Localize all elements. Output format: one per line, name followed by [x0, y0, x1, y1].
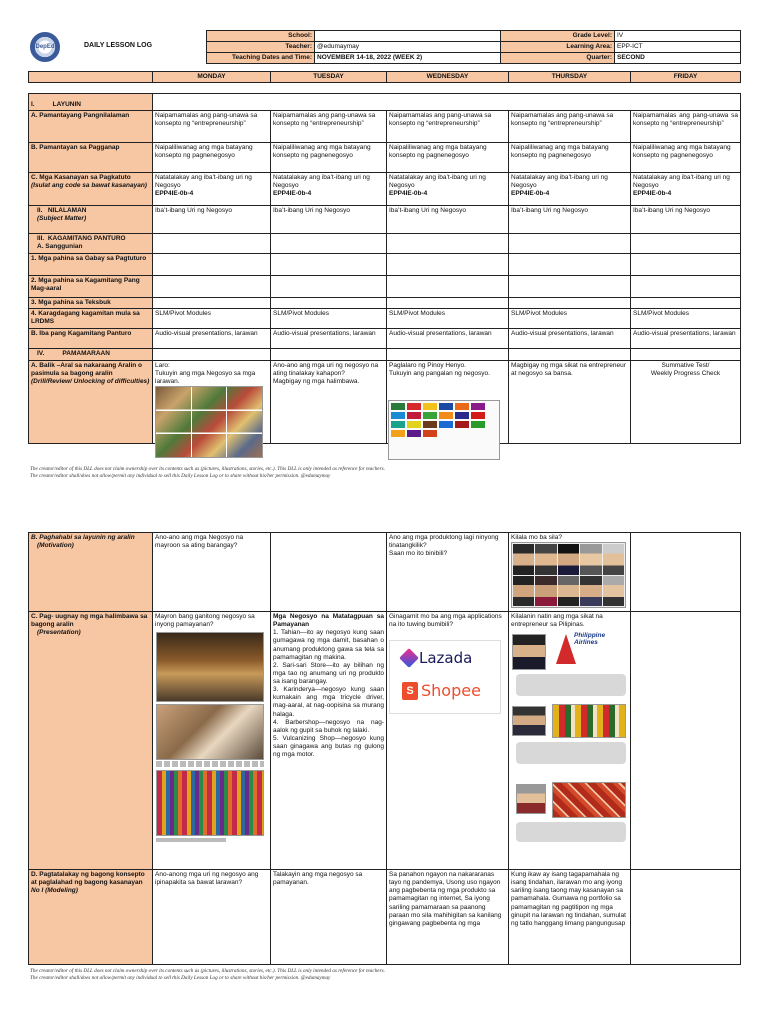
modeling-label: D. Pagtatalakay ng bagong konsepto at paglalahad ng bagong kasanayan No I (Modeling) [29, 870, 153, 965]
school-label: School: [207, 31, 315, 42]
nilalaman-fri: Iba’t-ibang Uri ng Negosyo [631, 206, 741, 234]
nilalaman-mon: Iba’t-ibang Uri ng Negosyo [153, 206, 271, 234]
presentation-thu: Kilalanin natin ang mga sikat na entrepreneur sa Pilipinas. [509, 612, 631, 870]
tahian-fabrics-photo [156, 770, 264, 836]
shopee-logo: S Shopee [402, 681, 481, 700]
day-monday: MONDAY [153, 72, 271, 83]
row-a-fri: Naipamamalas ang pang-unawa sa konsepto ng “entrepreneurship” [631, 111, 741, 143]
pal-tail-icon [556, 634, 576, 664]
presentation-fri [631, 612, 741, 870]
lrdms-tue: SLM/Pivot Modules [271, 309, 387, 329]
balik-wed: Paglalaro ng Pinoy Henyo. Tukuyin ang pangalan ng negosyo. [387, 361, 509, 444]
motivation-tue [271, 533, 387, 612]
presentation-tue: Mga Negosyo na Matatagpuan sa Pamayanan 1. Tahian—ito ay negosyo kung saan gumagawa ng mga damit, basahan o anumang produktong gawa sa tela sa pamamagitan ng makina. 2. Sari-sari Store—ito ay bilihan ng mga tao ng anumang uri ng produkto sa isang barangay. 3. Karinderya—negosyo kung saan kumakain ang mga tricycle driver, mag-aaral, at nag-oopisina sa murang halaga. 4. Barbershop—negosyo na nag-aalok ng gupit sa buhok ng lalaki. 5. Vulcanizing Shop—negosyo kung saan ginagawa ang butas ng gulong ng mga motor. [271, 612, 387, 870]
dates-value: NOVEMBER 14-18, 2022 (WEEK 2) [315, 53, 501, 64]
row-c-label: C. Mga Kasanayan sa Pagkatuto (Isulat ang code sa bawat kasanayan) [29, 173, 153, 206]
brand-logos-image [388, 400, 500, 460]
balik-thu: Magbigay ng mga sikat na entrepreneur at negosyo sa bansa. [509, 361, 631, 444]
balik-mon: Laro: Tukuyin ang mga Negosyo sa mga larawan. [153, 361, 271, 444]
ramon-ang-photo [512, 706, 546, 736]
school-value [315, 31, 501, 42]
gabay-label: 1. Mga pahina sa Gabay sa Pagtuturo [29, 254, 153, 276]
nilalaman-label: II. NILALAMAN (Subject Matter) [29, 206, 153, 234]
iba-fri: Audio-visual presentations, larawan [631, 329, 741, 349]
photo-caption [156, 761, 264, 767]
header-table [206, 30, 741, 64]
grade-value: IV [615, 31, 741, 42]
pal-logo [556, 632, 626, 670]
motivation-thu: Kilala mo ba sila? [509, 533, 631, 612]
row-a-label: A. Pamantayang Pangnilalaman [29, 111, 153, 143]
nilalaman-tue: Iba’t-ibang Uri ng Negosyo [271, 206, 387, 234]
modeling-thu: Kung ikaw ay isang tagapamahala ng isang tindahan, ilarawan mo ang iyong sariling isang taong may kasanayan sa pamamahala. Gumawa ng portfolio sa pamamagitan ng pagtitipon ng mga ginupit na larawan ng tindahan, sumulat ng tatlo hanggang limang pangungusap [509, 870, 631, 965]
motivation-label: B. Paghahabi sa layunin ng aralin (Motivation) [29, 533, 153, 612]
quarter-label: Quarter: [501, 53, 615, 64]
area-label: Learning Area: [501, 42, 615, 53]
presentation-wed: Ginagamit mo ba ang mga applications na ito tuwing bumibili? [387, 612, 509, 870]
kagamitan-label: III. KAGAMITANG PANTURO A. Sanggunian [29, 234, 153, 254]
lrdms-label: 4. Karagdagang kagamitan mula sa LRDMS [29, 309, 153, 329]
layunin-heading: I. LAYUNIN [29, 94, 153, 111]
nilalaman-thu: Iba’t-ibang Uri ng Negosyo [509, 206, 631, 234]
pampangas-best-caption [516, 822, 626, 842]
day-friday: FRIDAY [631, 72, 741, 83]
socorro-ramos-photo [516, 784, 546, 814]
area-value: EPP-ICT [615, 42, 741, 53]
row-a-tue: Naipamamalas ang pang-unawa sa konsepto ng “entrepreneurship” [271, 111, 387, 143]
row-c-wed: Natatalakay ang iba’t-ibang uri ng Negosyo EPP4IE-0b-4 [387, 173, 509, 206]
day-wednesday: WEDNESDAY [387, 72, 509, 83]
teacher-label: Teacher: [207, 42, 315, 53]
row-a-wed: Naipamamalas ang pang-unawa sa konsepto ng “entrepreneurship” [387, 111, 509, 143]
lazada-logo: Lazada [402, 649, 472, 667]
entrepreneurs-portraits-image [511, 542, 626, 608]
days-header [28, 71, 741, 83]
iba-thu: Audio-visual presentations, larawan [509, 329, 631, 349]
modeling-fri [631, 870, 741, 965]
lazada-heart-icon [399, 648, 419, 668]
iba-wed: Audio-visual presentations, larawan [387, 329, 509, 349]
shopee-bag-icon: S [402, 682, 418, 700]
business-collage-image [155, 386, 263, 458]
iba-mon: Audio-visual presentations, larawan [153, 329, 271, 349]
row-c-mon: Natatalakay ang iba’t-ibang uri ng Negosyo EPP4IE-0b-4 [153, 173, 271, 206]
lrdms-thu: SLM/Pivot Modules [509, 309, 631, 329]
lucio-tan-caption [516, 674, 626, 696]
row-b-fri: Naipaliliwanag ang mga batayang konsepto ng pagnenegosyo [631, 143, 741, 173]
day-thursday: THURSDAY [509, 72, 631, 83]
deped-seal-logo: DepEd [30, 32, 60, 62]
motivation-fri [631, 533, 741, 612]
row-b-mon: Naipaliliwanag ang mga batayang konsepto ng pagnenegosyo [153, 143, 271, 173]
doc-title: DAILY LESSON LOG [84, 42, 153, 49]
row-c-fri: Natatalakay ang iba’t-ibang uri ng Negosyo EPP4IE-0b-4 [631, 173, 741, 206]
kagamitang-pang-mag-aaral-label: 2. Mga pahina sa Kagamitang Pang Mag-aaral [29, 276, 153, 298]
lrdms-mon: SLM/Pivot Modules [153, 309, 271, 329]
balik-aral-label: A. Balik –Aral sa nakaraang Aralin o pasimula sa bagong aralin (Drill/Review/ Unlocking of difficulties) [29, 361, 153, 444]
iba-pang-kagamitan-label: B. Iba pang Kagamitang Panturo [29, 329, 153, 349]
pamamaraan-heading: IV. PAMAMARAAN [29, 349, 153, 361]
carinderia-photo [156, 632, 264, 702]
nilalaman-wed: Iba’t-ibang Uri ng Negosyo [387, 206, 509, 234]
modeling-mon: Ano-anong mga uri ng negosyo ang ipinapakita sa bawat larawan? [153, 870, 271, 965]
ramon-ang-caption [516, 742, 626, 764]
balik-fri: Summative Test/ Weekly Progress Check [631, 361, 741, 444]
row-b-label: B. Pamantayan sa Pagganap [29, 143, 153, 173]
balik-tue: Ano-ano ang mga uri ng negosyo na ating tinalakay kahapon? Magbigay ng mga halimbawa. [271, 361, 387, 444]
motivation-wed: Ano ang mga produktong lagi ninyong tinatangkilik? Saan mo ito binibili? [387, 533, 509, 612]
days-header-blank [29, 72, 153, 83]
motivation-mon: Ano-ano ang mga Negosyo na mayroon sa ating barangay? [153, 533, 271, 612]
pampangas-best-products-photo [552, 782, 626, 818]
lrdms-fri: SLM/Pivot Modules [631, 309, 741, 329]
lrdms-wed: SLM/Pivot Modules [387, 309, 509, 329]
san-miguel-products-photo [552, 704, 626, 738]
row-b-tue: Naipaliliwanag ang mga batayang konsepto ng pagnenegosyo [271, 143, 387, 173]
barbershop-photo [156, 704, 264, 760]
presentation-mon: Mayron bang ganitong negosyo sa inyong pamayanan? [153, 612, 271, 870]
page1-table [28, 93, 741, 444]
day-tuesday: TUESDAY [271, 72, 387, 83]
photo-source-caption [156, 838, 226, 842]
row-c-thu: Natatalakay ang iba’t-ibang uri ng Negosyo EPP4IE-0b-4 [509, 173, 631, 206]
disclaimer-footer-2: The creator/editor of this DLL does not claim ownership over its contents such as (pictures, illustrations, stories, etc.). This DLL is only intended as reference for teachers. The creator/editor shall/does not allow/permit any individual to sell this Daily Lesson Log or to share without his/her permission. @edumaymay [30, 968, 385, 981]
modeling-wed: Sa panahon ngayon na nakararanas tayo ng pandemya, Usong uso ngayon ang pagbebenta ng mga produkto sa pamamagitan ng internet, Sa iyong sariling pamamaraan sa paanong paraan mo sila mahihigitan sa kanilang gingawang pagbebenta ng mga [387, 870, 509, 965]
teacher-value: @edumaymay [315, 42, 501, 53]
row-b-thu: Naipaliliwanag ang mga batayang konsepto ng pagnenegosyo [509, 143, 631, 173]
quarter-value: SECOND [615, 53, 741, 64]
layunin-blank [153, 94, 741, 111]
lucio-tan-photo [512, 634, 546, 670]
pal-label: Philippine Airlines [574, 632, 606, 647]
row-a-mon: Naipamamalas ang pang-unawa sa konsepto ng “entrepreneurship” [153, 111, 271, 143]
dates-label: Teaching Dates and Time: [207, 53, 315, 64]
grade-label: Grade Level: [501, 31, 615, 42]
modeling-tue: Talakayin ang mga negosyo sa pamayanan. [271, 870, 387, 965]
iba-tue: Audio-visual presentations, larawan [271, 329, 387, 349]
row-b-wed: Naipaliliwanag ang mga batayang konsepto ng pagnenegosyo [387, 143, 509, 173]
presentation-label: C. Pag- uugnay ng mga halimbawa sa bagong aralin (Presentation) [29, 612, 153, 870]
disclaimer-footer-1: The creator/editor of this DLL does not claim ownership over its contents such as (pictures, illustrations, stories, etc.). This DLL is only intended as reference for teachers. The creator/editor shall/does not allow/permit any individual to sell this Daily Lesson Log or to share without his/her permission. @edumaymay [30, 466, 385, 479]
row-a-thu: Naipamamalas ang pang-unawa sa konsepto ng “entrepreneurship” [509, 111, 631, 143]
teksbuk-label: 3. Mga pahina sa Teksbuk [29, 298, 153, 309]
row-c-tue: Natatalakay ang iba’t-ibang uri ng Negosyo EPP4IE-0b-4 [271, 173, 387, 206]
page2-table [28, 532, 741, 965]
lazada-shopee-logos [389, 640, 501, 714]
